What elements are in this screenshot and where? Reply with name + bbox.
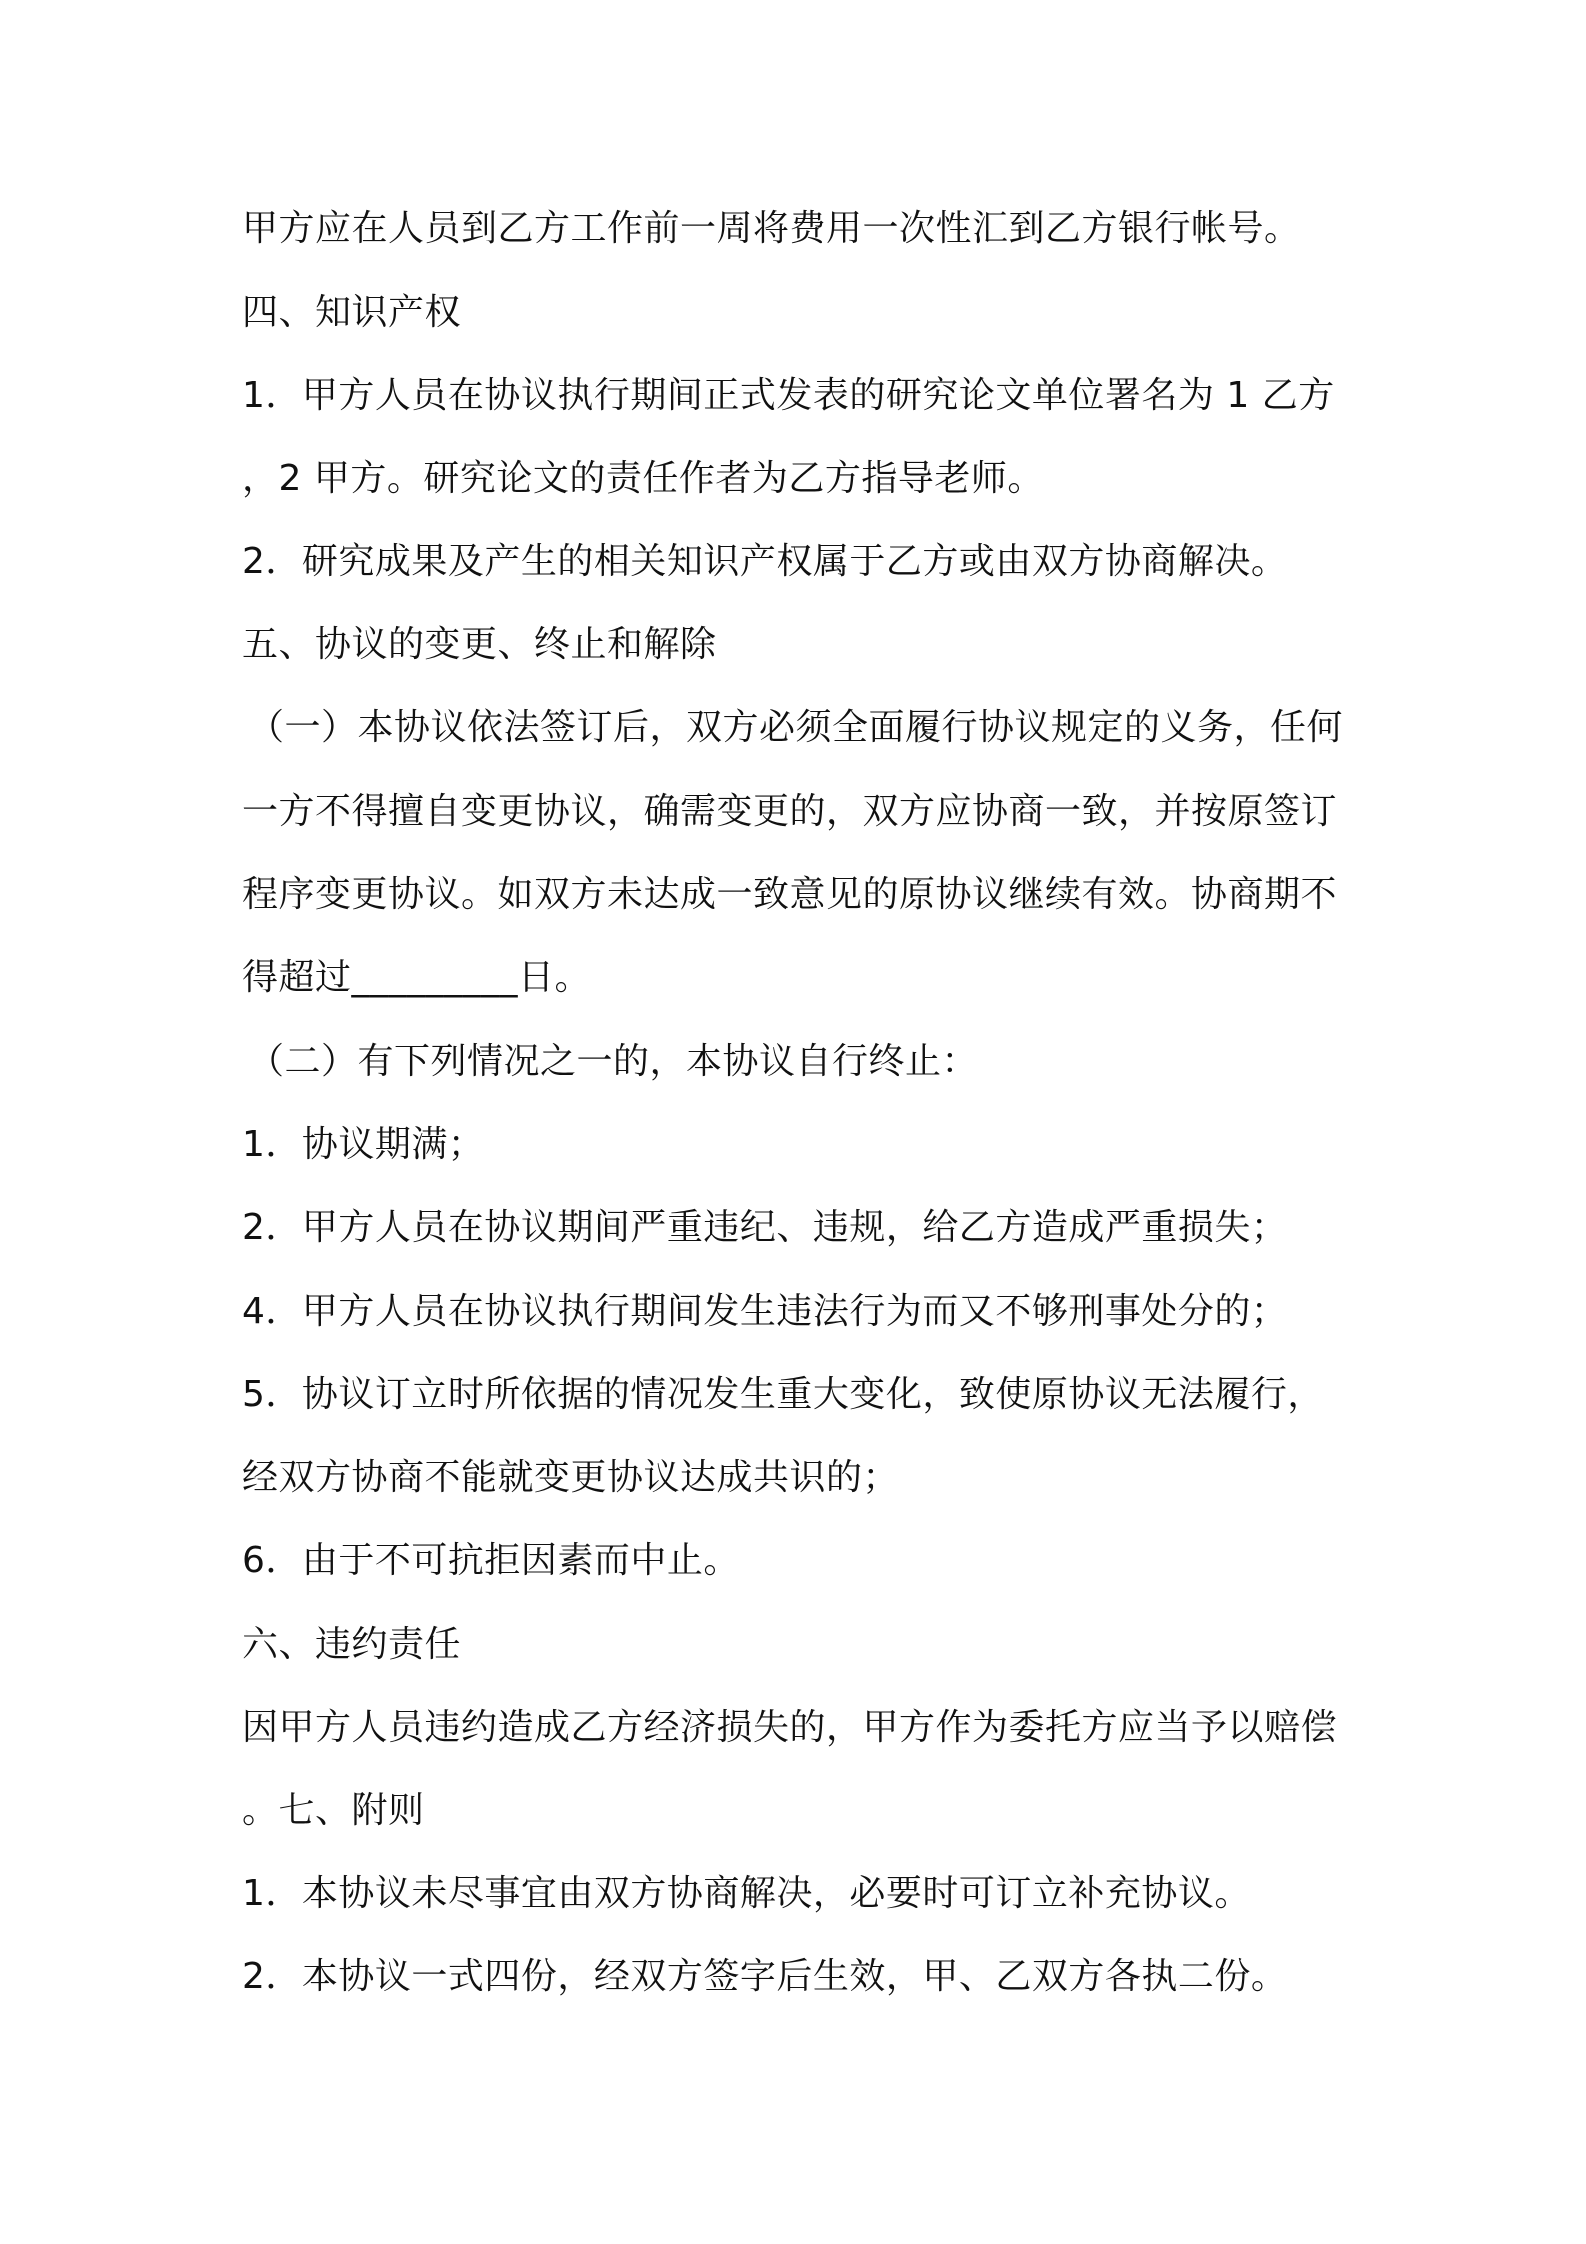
termination-intro-line: （二）有下列情况之一的，本协议自行终止： (248, 1041, 979, 1082)
ip-clause-1-line-2: ，2 甲方。研究论文的责任作者为乙方指导老师。 (242, 458, 1044, 499)
supplementary-item-1: 1．本协议未尽事宜由双方协商解决，必要时可订立补充协议。 (242, 1873, 1251, 1914)
liability-line-2-and-heading-supplementary: 。七、附则 (242, 1790, 425, 1831)
termination-item-4: 4．甲方人员在协议执行期间发生违法行为而又不够刑事处分的； (242, 1291, 1288, 1332)
termination-item-2: 2．甲方人员在协议期间严重违纪、违规，给乙方造成严重损失； (242, 1207, 1288, 1248)
section-heading-ip: 四、知识产权 (242, 292, 462, 333)
changes-para-1-line-3: 程序变更协议。如双方未达成一致意见的原协议继续有效。协商期不 (242, 874, 1338, 915)
changes-para-1-line-2: 一方不得擅自变更协议，确需变更的，双方应协商一致，并按原签订 (242, 791, 1338, 832)
termination-item-5-line-1: 5．协议订立时所依据的情况发生重大变化，致使原协议无法履行， (242, 1374, 1324, 1415)
section-heading-liability: 六、违约责任 (242, 1624, 462, 1665)
section-heading-changes: 五、协议的变更、终止和解除 (242, 624, 717, 665)
termination-item-6: 6．由于不可抗拒因素而中止。 (242, 1540, 740, 1581)
changes-para-1-line-1: （一）本协议依法签订后，双方必须全面履行协议规定的义务，任何 (248, 707, 1344, 748)
termination-item-5-line-2: 经双方协商不能就变更协议达成共识的； (242, 1457, 900, 1498)
termination-item-1: 1．协议期满； (242, 1124, 485, 1165)
ip-clause-2-line: 2．研究成果及产生的相关知识产权属于乙方或由双方协商解决。 (242, 541, 1288, 582)
ip-clause-1-line-1: 1．甲方人员在协议执行期间正式发表的研究论文单位署名为 1 乙方 (242, 375, 1335, 416)
payment-clause-line: 甲方应在人员到乙方工作前一周将费用一次性汇到乙方银行帐号。 (242, 208, 1301, 249)
changes-para-1-line-4: 得超过_________日。 (242, 957, 592, 998)
liability-clause-line-1: 因甲方人员违约造成乙方经济损失的，甲方作为委托方应当予以赔偿 (242, 1707, 1338, 1748)
supplementary-item-2: 2．本协议一式四份，经双方签字后生效，甲、乙双方各执二份。 (242, 1956, 1288, 1997)
